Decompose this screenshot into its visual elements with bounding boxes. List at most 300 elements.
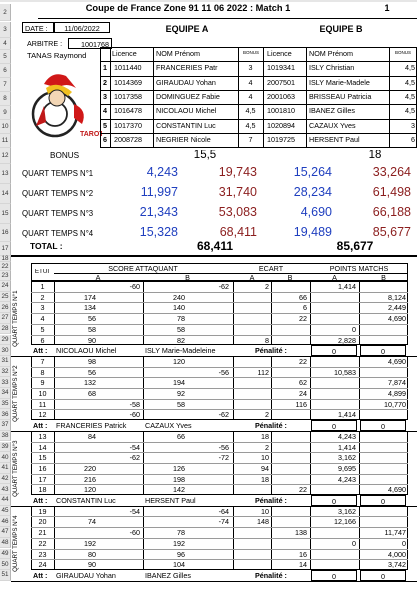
row-number: 3 (0, 22, 11, 38)
penalite-a[interactable]: 0 (311, 345, 357, 356)
score-b-negative[interactable] (189, 358, 229, 367)
quarter-label: QUART TEMPS N°1 (22, 170, 94, 178)
score-b-negative[interactable]: -74 (218, 518, 229, 527)
row-number: 46 (0, 516, 11, 527)
score-b-negative[interactable]: -56 (218, 368, 229, 377)
row-number: 25 (0, 292, 11, 303)
etui-number: 17 (38, 475, 47, 484)
player-b-licence[interactable]: 1001810 (267, 107, 295, 116)
points-b (360, 369, 406, 378)
attacker-a: GIRAUDAU Yohan (56, 571, 116, 580)
player-b-name: CAZAUX Yves (309, 121, 356, 130)
score-a-positive[interactable]: 84 (88, 432, 96, 441)
quarter-b-cumul: 61,498 (372, 186, 411, 199)
score-a-positive[interactable]: 134 (84, 304, 96, 313)
quarter-b-cumul: 33,264 (372, 166, 411, 179)
ecart-a (234, 540, 269, 549)
points-a (311, 401, 356, 410)
score-a-negative[interactable] (100, 465, 140, 474)
quarter-a-score: 4,243 (146, 166, 178, 179)
points-b (360, 454, 406, 463)
score-a-positive[interactable] (56, 401, 96, 410)
score-b-negative[interactable] (189, 401, 229, 410)
score-a-negative[interactable] (100, 294, 140, 303)
points-a (311, 315, 356, 324)
score-b-positive[interactable]: 104 (173, 561, 185, 570)
player-b-licence[interactable]: 2007501 (267, 78, 295, 87)
penalite-label: Pénalité : (255, 571, 287, 580)
points-b (360, 444, 406, 453)
player-b-name: ISLY Christian (309, 64, 355, 73)
row-number: 45 (0, 506, 11, 517)
score-b-negative[interactable] (189, 476, 229, 485)
score-b-negative[interactable]: -62 (218, 411, 229, 420)
quarter-b-cumul: 85,677 (372, 226, 411, 239)
score-b-negative[interactable] (189, 561, 229, 570)
tarot-logo (22, 66, 102, 146)
quarter-b-score: 28,234 (293, 186, 332, 199)
score-a-positive[interactable]: 98 (88, 357, 96, 366)
score-b-positive[interactable]: 78 (177, 529, 185, 538)
player-a-name: NICOLAOU Michel (156, 107, 217, 116)
penalite-a[interactable]: 0 (311, 570, 357, 581)
ecart-b: 116 (295, 400, 307, 409)
quarter-a-score: 15,328 (139, 226, 178, 239)
penalite-label: Pénalité : (255, 347, 287, 356)
col-licence-b: Licence (267, 50, 292, 58)
row-number: 17 (0, 242, 11, 256)
penalite-label: Pénalité : (255, 497, 287, 505)
player-a-bonus: 3 (248, 64, 253, 73)
etui-number: 19 (38, 507, 47, 516)
score-b-positive[interactable] (145, 283, 185, 292)
penalite-label: Pénalité : (255, 422, 287, 431)
ecart-a (234, 294, 269, 303)
score-b-negative[interactable] (189, 529, 229, 538)
etui-number: 20 (38, 518, 47, 527)
points-b (360, 337, 406, 346)
quarter-vertical-label: QUART TEMPS N°3 (12, 440, 19, 497)
score-a-negative[interactable] (100, 369, 140, 378)
attacker-b: CAZAUX Yves (145, 422, 192, 431)
score-b-negative[interactable] (189, 390, 229, 399)
ecart-a (234, 390, 269, 399)
row-number: 37 (0, 420, 11, 431)
row-number: 33 (0, 377, 11, 388)
score-a-negative[interactable] (100, 379, 140, 388)
points-a (311, 358, 356, 367)
score-b-negative[interactable] (189, 486, 229, 495)
score-a-negative[interactable]: -54 (129, 443, 140, 452)
match-number: 1 (384, 4, 390, 13)
quarter-a-score: 11,997 (140, 186, 178, 199)
penalite-a[interactable]: 0 (311, 420, 357, 431)
score-b-negative[interactable] (189, 551, 229, 560)
ecart-b: 14 (299, 561, 307, 570)
player-a-licence[interactable]: 2008728 (114, 135, 142, 144)
player-b-licence[interactable]: 1020894 (267, 121, 295, 130)
penalite-b[interactable]: 0 (360, 345, 406, 356)
ecart-b: 22 (299, 357, 307, 366)
score-a-negative[interactable] (100, 518, 140, 527)
points-a: 4,243 (338, 475, 356, 484)
score-header: SCORE ATTAQUANT (108, 265, 178, 273)
ecart-b: 22 (299, 315, 307, 324)
player-number: 4 (103, 107, 107, 116)
row-number: 47 (0, 527, 11, 538)
ecart-b (272, 476, 307, 485)
score-b-negative[interactable] (189, 540, 229, 549)
player-b-bonus: 4,5 (405, 107, 415, 116)
player-number: 5 (103, 121, 107, 130)
points-a-header: A (332, 274, 337, 282)
score-b-negative[interactable] (189, 294, 229, 303)
score-a-positive[interactable] (56, 283, 96, 292)
row-number: 40 (0, 452, 11, 463)
score-a-positive[interactable] (56, 529, 96, 538)
ecart-a (234, 379, 269, 388)
ecart-a: 2 (265, 283, 269, 291)
sheet-title: Coupe de France Zone 91 11 06 2022 : Match 1 (85, 4, 291, 13)
ecart-b: 66 (299, 293, 307, 302)
points-b (360, 476, 406, 485)
score-b-positive[interactable]: 96 (177, 550, 185, 559)
score-b-negative[interactable] (189, 379, 229, 388)
date-value[interactable]: 11/06/2022 (54, 22, 110, 33)
score-b-positive[interactable] (145, 369, 185, 378)
score-a-positive[interactable] (56, 454, 96, 463)
quarter-a-cumul: 19,743 (218, 166, 257, 179)
score-a-positive[interactable]: 192 (84, 539, 96, 548)
score-a-negative[interactable]: -54 (129, 507, 140, 516)
ecart-a (234, 304, 269, 313)
etui-number: 21 (38, 529, 47, 538)
score-a-negative[interactable]: -58 (129, 400, 140, 409)
row-number: 48 (0, 538, 11, 549)
points-a: 9,695 (338, 464, 356, 473)
score-a-positive[interactable]: 220 (84, 464, 96, 473)
score-a-negative[interactable]: -60 (129, 283, 140, 291)
etui-number: 4 (40, 315, 45, 324)
player-a-licence[interactable]: 1011440 (114, 64, 142, 73)
score-a-positive[interactable]: 90 (88, 561, 96, 570)
score-b-positive[interactable]: 240 (173, 293, 185, 302)
score-a-positive[interactable] (56, 411, 96, 420)
row-number: 32 (0, 367, 11, 378)
score-b-negative[interactable] (189, 315, 229, 324)
player-number: 2 (103, 78, 107, 87)
penalite-b[interactable]: 0 (360, 570, 406, 581)
col-nom-b: NOM Prénom (309, 50, 353, 58)
quarter-a-cumul: 31,740 (218, 186, 257, 199)
etui-number: 10 (38, 390, 47, 398)
row-number: 11 (0, 134, 11, 148)
player-number: 3 (103, 92, 107, 101)
total-a: 68,411 (196, 240, 234, 253)
points-b: 0 (402, 539, 406, 548)
score-b-negative[interactable] (189, 304, 229, 313)
ecart-a-header: A (249, 274, 255, 282)
points-b: 10,770 (384, 400, 406, 409)
player-b-bonus: 4,5 (405, 64, 415, 73)
points-b (360, 433, 406, 442)
row-number: 38 (0, 431, 11, 442)
quarter-label: QUART TEMPS N°2 (22, 190, 94, 198)
score-b-negative[interactable] (189, 465, 229, 474)
etui-number: 15 (38, 454, 47, 463)
score-b-negative[interactable]: -56 (218, 443, 229, 452)
row-number: 36 (0, 409, 11, 420)
score-b-negative[interactable] (189, 337, 229, 346)
ecart-b (272, 508, 307, 517)
ecart-a: 2 (265, 443, 269, 452)
score-b-positive[interactable] (145, 454, 185, 463)
score-b-positive[interactable]: 92 (177, 390, 185, 398)
player-b-bonus: 3 (411, 121, 415, 130)
points-a: 3,162 (338, 507, 356, 516)
etui-number: 5 (40, 325, 45, 334)
player-b-name: BRISSEAU Patricia (309, 92, 372, 101)
player-number: 6 (103, 135, 107, 144)
row-number: 35 (0, 399, 11, 410)
ecart-b (272, 518, 307, 527)
etui-number: 7 (40, 357, 45, 366)
score-a-negative[interactable] (100, 337, 140, 346)
player-a-licence[interactable]: 1017358 (114, 92, 142, 101)
etui-number: 11 (38, 400, 47, 409)
row-number: 34 (0, 388, 11, 399)
column-header-strip (0, 0, 417, 2)
row-number: 23 (0, 271, 11, 281)
attacker-a: NICOLAOU Michel (56, 347, 117, 356)
score-b-positive[interactable]: 66 (177, 432, 185, 441)
ecart-b: 16 (299, 550, 307, 559)
penalite-a[interactable]: 0 (311, 495, 357, 506)
score-a-negative[interactable] (100, 540, 140, 549)
score-b-positive[interactable] (145, 444, 185, 453)
row-number: 10 (0, 120, 11, 134)
score-a-positive[interactable]: 80 (88, 550, 96, 559)
score-b-positive[interactable]: 194 (173, 379, 185, 388)
etui-number: 23 (38, 550, 47, 559)
score-b-positive[interactable]: 140 (173, 304, 185, 313)
score-b-header: B (185, 274, 190, 282)
total-label: TOTAL : (30, 242, 63, 251)
score-a-positive[interactable] (56, 444, 96, 453)
score-a-positive[interactable]: 90 (88, 336, 96, 345)
row-number: 39 (0, 442, 11, 453)
att-label: Att : (33, 497, 48, 505)
score-a-negative[interactable] (100, 433, 140, 442)
player-a-bonus: 4 (248, 92, 253, 101)
quarter-vertical-label: QUART TEMPS N°2 (12, 365, 19, 422)
score-b-negative[interactable] (189, 433, 229, 442)
etui-number: 6 (40, 336, 45, 345)
etui-header: ETUI (34, 269, 50, 275)
score-b-positive[interactable]: 58 (177, 400, 185, 409)
score-a-negative[interactable] (100, 551, 140, 560)
quarter-a-cumul: 68,411 (219, 226, 257, 239)
score-b-negative[interactable]: -72 (218, 454, 229, 463)
score-b-negative[interactable] (189, 326, 229, 335)
attacker-a: FRANCERIES Patrick (56, 422, 127, 431)
row-number: 41 (0, 463, 11, 474)
points-b (360, 508, 406, 517)
penalite-b[interactable]: 0 (360, 495, 406, 506)
ecart-a: 112 (257, 368, 269, 377)
score-a-positive[interactable]: 132 (84, 379, 96, 388)
penalite-b[interactable]: 0 (360, 420, 406, 431)
ecart-a: 2 (265, 411, 269, 420)
quarter-a-score: 21,343 (139, 206, 178, 219)
score-b-positive[interactable] (145, 411, 185, 420)
score-a-positive[interactable]: 216 (84, 475, 96, 484)
score-a-positive[interactable]: 56 (88, 315, 96, 324)
bonus-b: 18 (368, 150, 382, 161)
quarter-vertical-label: QUART TEMPS N°4 (12, 514, 19, 572)
att-label: Att : (33, 571, 48, 580)
score-a-positive[interactable]: 120 (84, 486, 96, 495)
etui-number: 24 (38, 561, 47, 570)
score-a-positive[interactable]: 74 (88, 518, 96, 527)
ecart-b: 24 (299, 390, 307, 398)
score-a-positive[interactable]: 56 (88, 368, 96, 377)
points-a: 0 (352, 539, 356, 548)
score-b-negative[interactable]: -62 (218, 283, 229, 291)
score-b-positive[interactable]: 142 (173, 486, 185, 495)
score-a-negative[interactable] (100, 326, 140, 335)
score-b-positive[interactable]: 192 (173, 539, 185, 548)
col-licence-a: Licence (112, 50, 137, 58)
score-b-positive[interactable] (145, 508, 185, 517)
team-b-header: EQUIPE B (319, 25, 363, 34)
ecart-a: 94 (261, 464, 269, 473)
score-b-positive[interactable] (145, 518, 185, 527)
row-number: 4 (0, 38, 11, 50)
ecart-a (234, 561, 269, 570)
score-a-positive[interactable]: 174 (84, 293, 96, 302)
score-a-positive[interactable] (56, 508, 96, 517)
score-a-negative[interactable] (100, 304, 140, 313)
score-b-positive[interactable]: 126 (173, 464, 185, 473)
etui-number: 12 (38, 411, 47, 420)
points-header: POINTS MATCHS (329, 265, 389, 273)
score-a-negative[interactable] (100, 561, 140, 570)
row-number: 22 (0, 262, 11, 271)
row-number: 2 (0, 4, 11, 21)
score-a-negative[interactable] (100, 486, 140, 495)
row-number: 44 (0, 495, 11, 506)
ecart-b (272, 433, 307, 442)
score-b-positive[interactable]: 58 (177, 325, 185, 334)
row-number: 5 (0, 50, 11, 64)
score-a-negative[interactable] (100, 315, 140, 324)
player-a-licence[interactable]: 1014369 (114, 78, 142, 87)
player-b-bonus: 4,5 (405, 78, 415, 87)
player-a-name: NEGRIER Nicole (156, 135, 211, 144)
player-b-name: ISLY Marie-Madele (309, 78, 370, 87)
row-number: 30 (0, 345, 11, 356)
score-b-positive[interactable]: 198 (173, 475, 185, 484)
quarter-b-score: 4,690 (300, 206, 332, 219)
points-a: 1,414 (338, 411, 356, 420)
ecart-a (234, 401, 269, 410)
ecart-a: 18 (261, 432, 269, 441)
score-a-positive[interactable]: 58 (88, 325, 96, 334)
points-a (311, 294, 356, 303)
score-a-positive[interactable]: 68 (88, 390, 96, 398)
etui-number: 2 (40, 293, 45, 302)
points-a (311, 486, 356, 495)
points-a (311, 379, 356, 388)
quarter-a-cumul: 53,083 (218, 206, 257, 219)
ecart-a: 18 (261, 475, 269, 484)
points-b-header: B (381, 274, 386, 282)
ecart-b: 22 (299, 486, 307, 495)
score-a-negative[interactable] (100, 476, 140, 485)
ecart-a (234, 529, 269, 538)
player-b-licence[interactable]: 1019725 (267, 135, 295, 144)
ecart-b (272, 540, 307, 549)
score-a-negative[interactable] (100, 390, 140, 399)
row-number: 31 (0, 356, 11, 367)
points-a (311, 304, 356, 313)
arbitre-licence[interactable]: 1001768 (68, 38, 112, 49)
att-label: Att : (33, 422, 48, 431)
row-number: 14 (0, 184, 11, 204)
player-a-licence[interactable]: 1017370 (114, 121, 142, 130)
score-a-negative[interactable]: -60 (129, 529, 140, 538)
quarter-vertical-label: QUART TEMPS N°1 (12, 290, 19, 347)
points-a: 2,828 (338, 336, 356, 345)
row-number: 29 (0, 335, 11, 346)
date-label: DATE : (22, 22, 54, 33)
player-b-licence[interactable]: 2001063 (267, 92, 295, 101)
ecart-b (272, 411, 307, 420)
quarter-label: QUART TEMPS N°4 (22, 230, 94, 238)
row-number: 8 (0, 92, 11, 106)
attacker-b: ISLY Marie-Madeleine (145, 347, 216, 356)
ecart-b: 62 (299, 379, 307, 388)
col-bonus-a: BONUS (242, 51, 259, 55)
row-number: 12 (0, 148, 11, 164)
att-label: Att : (33, 347, 48, 356)
points-b (360, 326, 406, 335)
score-a-negative[interactable] (100, 358, 140, 367)
score-b-positive[interactable]: 120 (173, 357, 185, 366)
team-a-header: EQUIPE A (165, 25, 209, 34)
player-a-name: CONSTANTIN Luc (156, 121, 216, 130)
score-b-positive[interactable]: 78 (177, 315, 185, 324)
score-b-positive[interactable]: 82 (177, 336, 185, 345)
points-a (311, 529, 356, 538)
row-number: 24 (0, 281, 11, 292)
logo-text: TAROT (80, 131, 102, 138)
score-a-negative[interactable]: -62 (129, 454, 140, 463)
score-b-negative[interactable]: -64 (218, 507, 229, 516)
player-b-bonus: 6 (411, 135, 415, 144)
player-b-licence[interactable]: 1019341 (267, 64, 295, 73)
points-a: 3,162 (338, 454, 356, 463)
row-number: 18 (0, 256, 11, 262)
arbitre-name: TANAS Raymond (27, 52, 87, 60)
player-a-licence[interactable]: 1016478 (114, 107, 142, 116)
row-number: 26 (0, 302, 11, 313)
points-b (360, 283, 406, 292)
score-a-negative[interactable]: -60 (129, 411, 140, 420)
ecart-b (272, 444, 307, 453)
player-a-bonus: 4,5 (245, 107, 256, 116)
